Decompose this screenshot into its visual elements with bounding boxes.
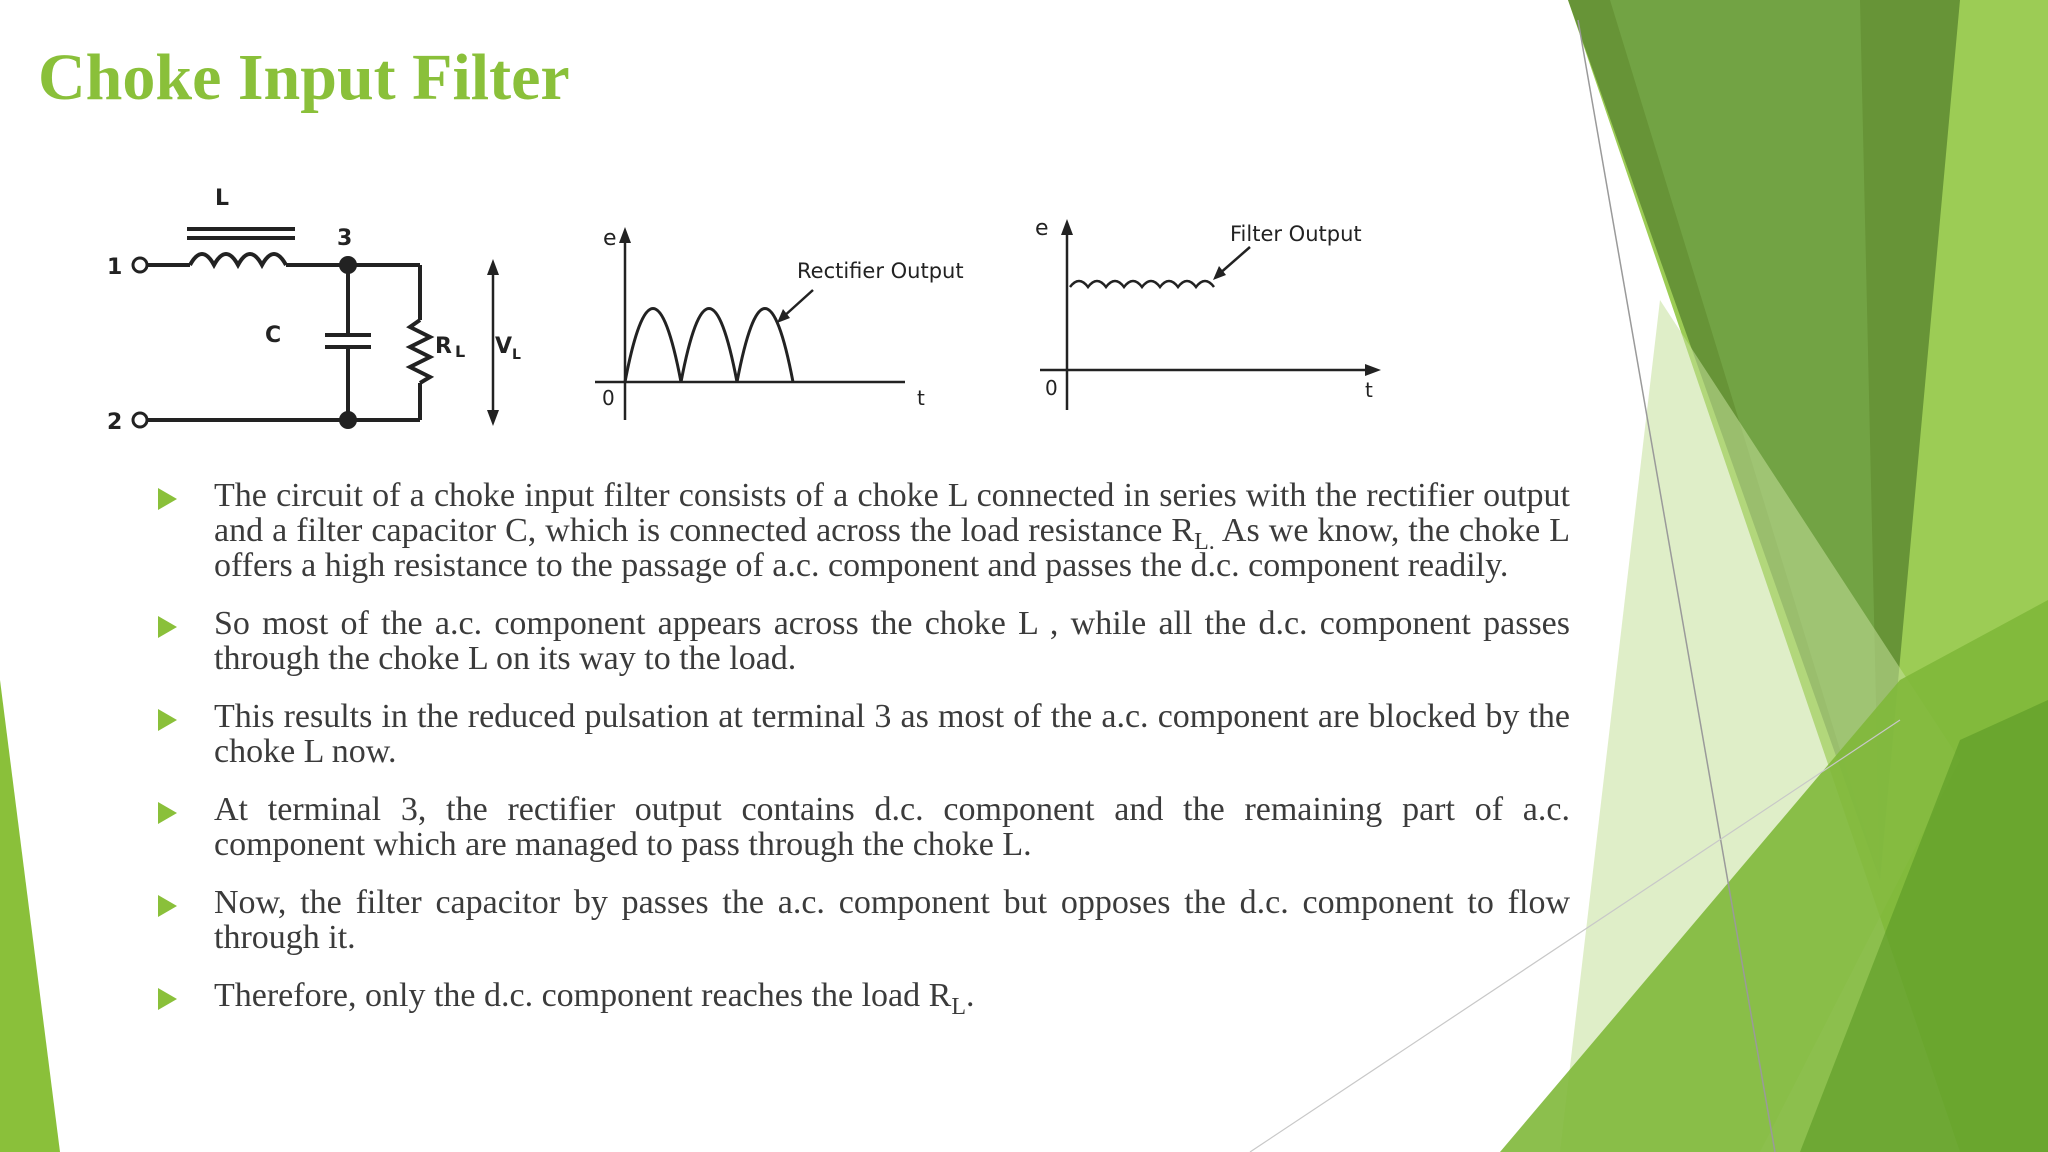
bullet-arrow-icon	[158, 488, 177, 510]
bullet-text	[214, 606, 1570, 676]
deco-shape-left	[0, 680, 60, 1152]
bullet-text	[214, 478, 1570, 583]
bullet-item	[150, 885, 1570, 955]
bullet-text-main: Now, the filter capacitor by passes the a.c. component but opposes the d.c. component to flow through it.	[214, 884, 1570, 956]
rectifier-origin-label: 0	[602, 386, 615, 410]
bullet-text-main: At terminal 3, the rectifier output contains d.c. component and the remaining part of a.c. component which are managed to pass through the choke L.	[214, 791, 1570, 863]
bullet-item	[150, 977, 1570, 1020]
bullet-subscript: L	[951, 993, 966, 1020]
bullet-item	[150, 699, 1570, 769]
filter-annotation: Filter Output	[1230, 222, 1362, 246]
filter-y-label: e	[1035, 216, 1049, 241]
circuit-figure	[85, 175, 1415, 460]
bullet-arrow-icon	[158, 988, 177, 1010]
bullet-arrow-icon	[158, 802, 177, 824]
voltage-label: V	[495, 334, 513, 359]
terminal-3-label: 3	[337, 226, 353, 251]
bullet-text-tail: .	[966, 977, 975, 1014]
bullet-item	[150, 478, 1570, 583]
terminal-2-node	[133, 413, 147, 427]
rectifier-x-label: t	[917, 386, 925, 410]
slide-title: Choke Input Filter	[38, 41, 570, 114]
bullet-text-main: This results in the reduced pulsation at terminal 3 as most of the a.c. component are blocked by the choke L now.	[214, 698, 1570, 770]
bullet-text	[214, 977, 1570, 1020]
rectifier-annotation: Rectifier Output	[797, 259, 964, 283]
bullet-item	[150, 606, 1570, 676]
figure-background	[85, 175, 1415, 460]
rectifier-y-label: e	[603, 226, 617, 251]
junction-top	[339, 256, 357, 274]
bullet-text	[214, 792, 1570, 862]
bullet-text-main: So most of the a.c. component appears across the choke L , while all the d.c. component passes through the choke L on its way to the load.	[214, 605, 1570, 677]
terminal-2-label: 2	[107, 410, 123, 435]
terminal-1-label: 1	[107, 255, 123, 280]
voltage-subscript: L	[512, 347, 521, 363]
bullet-text-main: The circuit of a choke input filter consists of a choke L connected in series with the rectifier output and a filter capacitor C, which is connected across the load resistance R	[214, 477, 1570, 549]
bullet-text	[214, 699, 1570, 769]
bullet-item	[150, 792, 1570, 862]
capacitor-label: C	[265, 323, 282, 348]
filter-x-label: t	[1365, 378, 1373, 402]
inductor-label: L	[215, 186, 230, 211]
bullet-text-tail: As we know, the choke L offers a high resistance to the passage of a.c. component and passes the d.c. component readily.	[214, 512, 1570, 584]
filter-origin-label: 0	[1045, 376, 1058, 400]
resistor-label: R	[435, 334, 452, 359]
bullet-list	[150, 478, 1570, 1036]
junction-bottom	[339, 411, 357, 429]
terminal-1-node	[133, 258, 147, 272]
bullet-arrow-icon	[158, 709, 177, 731]
bullet-arrow-icon	[158, 895, 177, 917]
resistor-subscript: L	[455, 342, 466, 361]
bullet-subscript: L.	[1194, 528, 1215, 555]
bullet-text-main: Therefore, only the d.c. component reaches the load R	[214, 977, 952, 1014]
bullet-text	[214, 885, 1570, 955]
bullet-arrow-icon	[158, 616, 177, 638]
